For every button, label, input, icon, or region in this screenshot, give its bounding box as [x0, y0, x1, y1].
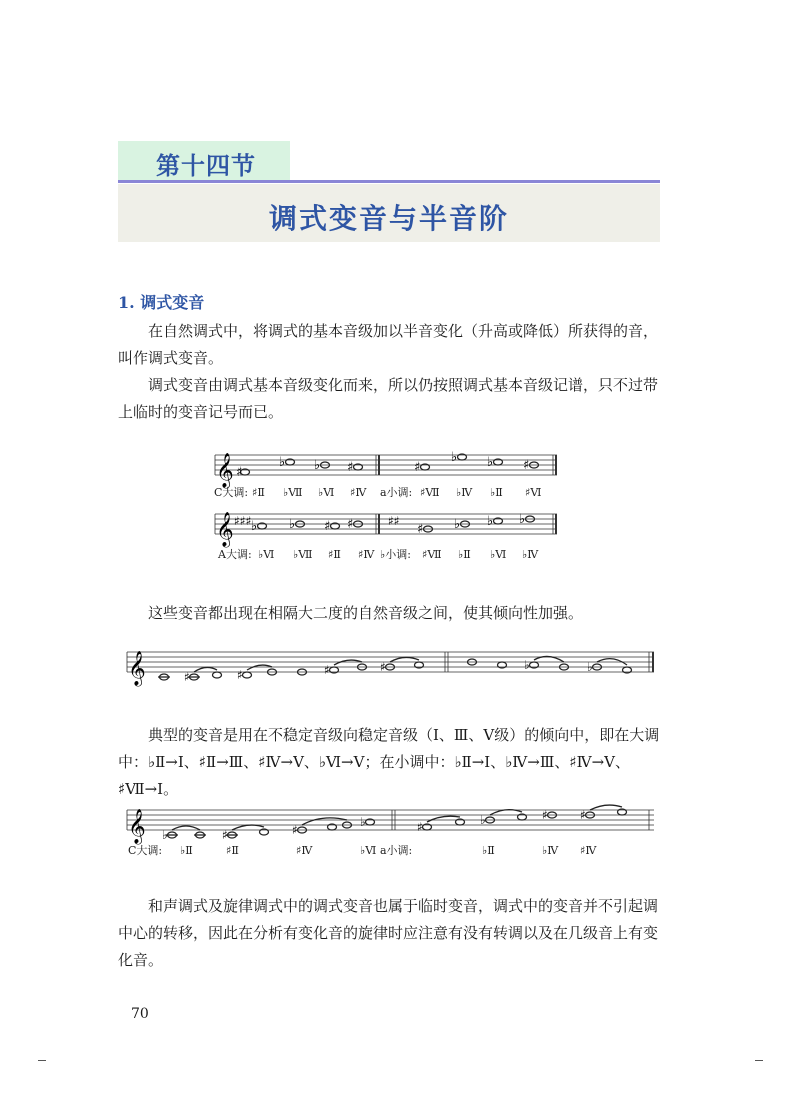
svg-text:♭Ⅱ: ♭Ⅱ [490, 486, 503, 499]
key-label: a小调: [380, 844, 413, 857]
svg-text:♯: ♯ [222, 828, 228, 842]
svg-text:♯Ⅶ: ♯Ⅶ [420, 486, 440, 499]
svg-text:♭: ♭ [279, 455, 286, 470]
svg-text:♭Ⅳ: ♭Ⅳ [542, 844, 559, 857]
treble-clef-icon: 𝄞 [128, 651, 146, 686]
svg-text:♭: ♭ [454, 517, 461, 532]
svg-text:♭Ⅵ: ♭Ⅵ [490, 548, 507, 561]
svg-text:♭: ♭ [519, 512, 526, 527]
paragraph-3: 这些变音都出现在相隔大二度的自然音级之间，使其倾向性加强。 [148, 604, 584, 622]
svg-text:♭: ♭ [487, 455, 494, 470]
key-label: C大调: [214, 486, 249, 499]
example-2-notation [122, 640, 662, 692]
crop-mark [755, 1060, 763, 1061]
svg-text:♯: ♯ [347, 460, 354, 475]
key-label: a小调: [380, 486, 413, 499]
svg-text:♯Ⅵ: ♯Ⅵ [525, 486, 542, 499]
treble-clef-icon: 𝄞 [216, 512, 234, 547]
svg-text:♯Ⅳ: ♯Ⅳ [580, 844, 597, 857]
svg-text:♭Ⅱ: ♭Ⅱ [482, 844, 495, 857]
paragraph-5: 和声调式及旋律调式中的调式变音也属于临时变音，调式中的变音并不引起调中心的转移，因此在分析有变化音的旋律时应注意有没有转调以及在几级音上有变化音。 [118, 897, 659, 969]
svg-text:♯Ⅶ: ♯Ⅶ [422, 548, 442, 561]
svg-text:♭: ♭ [524, 658, 530, 672]
example-3-notation [122, 800, 662, 870]
svg-text:♭: ♭ [487, 514, 494, 529]
svg-text:♭Ⅳ: ♭Ⅳ [522, 548, 539, 561]
svg-text:♭: ♭ [360, 815, 366, 829]
svg-text:♭: ♭ [162, 828, 168, 842]
svg-text:♯: ♯ [237, 668, 243, 682]
svg-text:♭Ⅶ: ♭Ⅶ [283, 486, 303, 499]
svg-text:♯: ♯ [236, 465, 243, 480]
key-label: ♭小调: [380, 548, 411, 561]
section-label: 第十四节 [156, 152, 256, 180]
svg-text:♯Ⅳ: ♯Ⅳ [296, 844, 313, 857]
key-label: A大调: [218, 548, 252, 561]
svg-text:♯: ♯ [417, 522, 424, 537]
section-tab [118, 141, 290, 181]
section-title: 调式变音与半音阶 [268, 202, 509, 235]
svg-text:♯Ⅱ: ♯Ⅱ [252, 486, 265, 499]
svg-text:♭: ♭ [289, 517, 296, 532]
svg-text:♯Ⅳ: ♯Ⅳ [358, 548, 375, 561]
svg-text:♭Ⅳ: ♭Ⅳ [456, 486, 473, 499]
svg-text:♯: ♯ [523, 458, 530, 473]
svg-text:♯: ♯ [184, 670, 190, 684]
svg-text:♭: ♭ [480, 813, 486, 827]
key-signature: ♯♯ [388, 514, 400, 528]
paragraph-1: 在自然调式中，将调式的基本音级加以半音变化（升高或降低）所获得的音，叫作调式变音。 [118, 322, 659, 367]
treble-clef-icon: 𝄞 [216, 453, 234, 488]
svg-text:♯: ♯ [292, 823, 298, 837]
svg-text:♭: ♭ [587, 660, 593, 674]
svg-text:♯: ♯ [324, 663, 330, 677]
svg-text:♯: ♯ [580, 808, 586, 822]
example-1-notation [200, 440, 570, 570]
svg-text:♭Ⅱ: ♭Ⅱ [180, 844, 193, 857]
title-box [118, 184, 660, 242]
subsection-heading: 1. 调式变音 [118, 293, 205, 312]
svg-text:♯: ♯ [324, 519, 331, 534]
treble-clef-icon: 𝄞 [128, 809, 146, 844]
page-number: 70 [131, 1006, 149, 1022]
svg-text:♯Ⅳ: ♯Ⅳ [350, 486, 367, 499]
svg-text:♯: ♯ [380, 660, 386, 674]
svg-text:♯: ♯ [417, 820, 423, 834]
key-signature: ♯♯♯ [234, 514, 252, 528]
svg-text:♭Ⅵ: ♭Ⅵ [318, 486, 335, 499]
paragraph-2: 调式变音由调式基本音级变化而来，所以仍按照调式基本音级记谱，只不过带上临时的变音记号而已。 [118, 376, 659, 421]
svg-text:♯: ♯ [542, 808, 548, 822]
svg-text:♭Ⅶ: ♭Ⅶ [293, 548, 313, 561]
svg-text:♭: ♭ [314, 458, 321, 473]
paragraph-4: 典型的变音是用在不稳定音级向稳定音级（Ⅰ、Ⅲ、Ⅴ级）的倾向中，即在大调中：♭Ⅱ→Ⅰ、♯Ⅱ→Ⅲ、♯Ⅳ→Ⅴ、♭Ⅵ→Ⅴ；在小调中：♭Ⅱ→Ⅰ、♭Ⅳ→Ⅲ、♯Ⅳ→Ⅴ、♯Ⅶ→Ⅰ。 [118, 726, 660, 798]
svg-text:♭Ⅱ: ♭Ⅱ [458, 548, 471, 561]
svg-text:♭: ♭ [451, 450, 458, 465]
svg-text:♯Ⅱ: ♯Ⅱ [226, 844, 239, 857]
svg-text:♯: ♯ [347, 517, 354, 532]
svg-text:♭Ⅵ: ♭Ⅵ [258, 548, 275, 561]
svg-text:♭Ⅵ: ♭Ⅵ [360, 844, 377, 857]
title-rule [118, 180, 660, 183]
svg-text:♭: ♭ [251, 519, 258, 534]
crop-mark [38, 1060, 46, 1061]
svg-text:♯: ♯ [414, 460, 421, 475]
svg-text:♯Ⅱ: ♯Ⅱ [328, 548, 341, 561]
key-label: C大调: [128, 844, 163, 857]
